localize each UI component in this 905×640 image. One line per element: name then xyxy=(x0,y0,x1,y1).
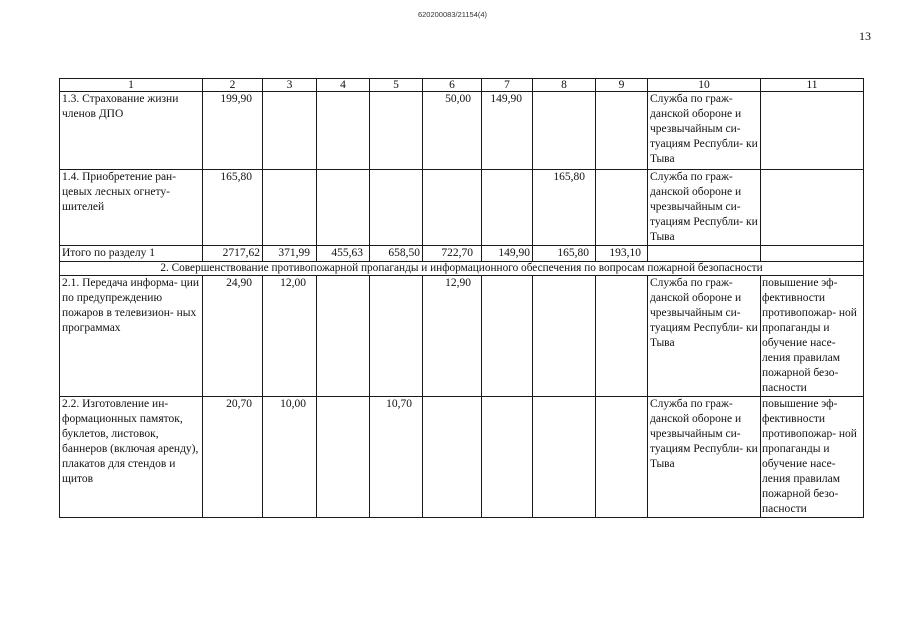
table-row xyxy=(60,276,864,397)
header-cell: 2 xyxy=(203,79,263,92)
executor-cell xyxy=(648,246,761,262)
value-cell xyxy=(317,276,370,397)
value-cell: 149,90 xyxy=(482,246,533,262)
value-cell xyxy=(482,170,533,246)
value-cell: 50,00 xyxy=(423,92,482,170)
section-title: 2. Совершенствование противопожарной пропаганды и информационного обеспечения по вопросам пожарной безопасности xyxy=(60,262,864,276)
value-cell: 199,90 xyxy=(203,92,263,170)
value-cell: 10,70 xyxy=(370,397,423,518)
value-cell xyxy=(482,397,533,518)
value-cell xyxy=(263,170,317,246)
total-row xyxy=(60,246,864,262)
value-cell xyxy=(317,170,370,246)
header-cell: 11 xyxy=(761,79,864,92)
activity-cell: 2.2. Изготовление ин- формационных памяток, буклетов, листовок, баннеров (включая аренду), плакатов для стендов и щитов xyxy=(60,397,203,518)
value-cell xyxy=(370,170,423,246)
result-cell xyxy=(761,170,864,246)
value-cell xyxy=(533,397,596,518)
header-cell: 8 xyxy=(533,79,596,92)
value-cell xyxy=(423,170,482,246)
executor-cell: Служба по граж- данской обороне и чрезвычайным си- туациям Республи- ки Тыва xyxy=(648,92,761,170)
header-cell: 1 xyxy=(60,79,203,92)
activity-cell: 1.4. Приобретение ран- цевых лесных огнету- шителей xyxy=(60,170,203,246)
header-cell: 7 xyxy=(482,79,533,92)
header-cell: 9 xyxy=(596,79,648,92)
result-cell: повышение эф- фективности противопожар- ной пропаганды и обучение насе- ления правилам пожарной безо- пасности xyxy=(761,276,864,397)
value-cell: 658,50 xyxy=(370,246,423,262)
value-cell xyxy=(596,92,648,170)
value-cell xyxy=(596,397,648,518)
header-cell: 10 xyxy=(648,79,761,92)
total-label-cell: Итого по разделу 1 xyxy=(60,246,203,262)
value-cell: 371,99 xyxy=(263,246,317,262)
value-cell xyxy=(533,276,596,397)
result-cell xyxy=(761,92,864,170)
activity-cell: 2.1. Передача информа- ции по предупреждению пожаров в телевизион- ных программах xyxy=(60,276,203,397)
value-cell: 24,90 xyxy=(203,276,263,397)
result-cell xyxy=(761,246,864,262)
value-cell: 10,00 xyxy=(263,397,317,518)
value-cell: 722,70 xyxy=(423,246,482,262)
executor-cell: Служба по граж- данской обороне и чрезвычайным си- туациям Республи- ки Тыва xyxy=(648,276,761,397)
value-cell xyxy=(596,170,648,246)
budget-table xyxy=(59,78,864,518)
activity-cell: 1.3. Страхование жизни членов ДПО xyxy=(60,92,203,170)
table-row xyxy=(60,397,864,518)
value-cell xyxy=(370,276,423,397)
value-cell xyxy=(482,276,533,397)
value-cell xyxy=(596,276,648,397)
executor-cell: Служба по граж- данской обороне и чрезвычайным си- туациям Республи- ки Тыва xyxy=(648,170,761,246)
table-row xyxy=(60,92,864,170)
table-row xyxy=(60,170,864,246)
value-cell: 12,90 xyxy=(423,276,482,397)
header-cell: 5 xyxy=(370,79,423,92)
value-cell xyxy=(263,92,317,170)
header-cell: 6 xyxy=(423,79,482,92)
value-cell xyxy=(317,92,370,170)
section-title-row xyxy=(60,262,864,276)
value-cell xyxy=(370,92,423,170)
value-cell xyxy=(423,397,482,518)
value-cell: 165,80 xyxy=(533,246,596,262)
value-cell: 193,10 xyxy=(596,246,648,262)
value-cell: 2717,62 xyxy=(203,246,263,262)
header-cell: 4 xyxy=(317,79,370,92)
value-cell: 20,70 xyxy=(203,397,263,518)
value-cell: 12,00 xyxy=(263,276,317,397)
value-cell: 149,90 xyxy=(482,92,533,170)
document-id: 620200083/21154(4) xyxy=(417,10,488,19)
executor-cell: Служба по граж- данской обороне и чрезвычайным си- туациям Республи- ки Тыва xyxy=(648,397,761,518)
value-cell xyxy=(533,92,596,170)
page-number: 13 xyxy=(859,29,871,43)
header-cell: 3 xyxy=(263,79,317,92)
value-cell: 165,80 xyxy=(533,170,596,246)
result-cell: повышение эф- фективности противопожар- ной пропаганды и обучение насе- ления правилам пожарной безо- пасности xyxy=(761,397,864,518)
value-cell: 455,63 xyxy=(317,246,370,262)
header-row xyxy=(60,79,864,92)
value-cell xyxy=(317,397,370,518)
value-cell: 165,80 xyxy=(203,170,263,246)
